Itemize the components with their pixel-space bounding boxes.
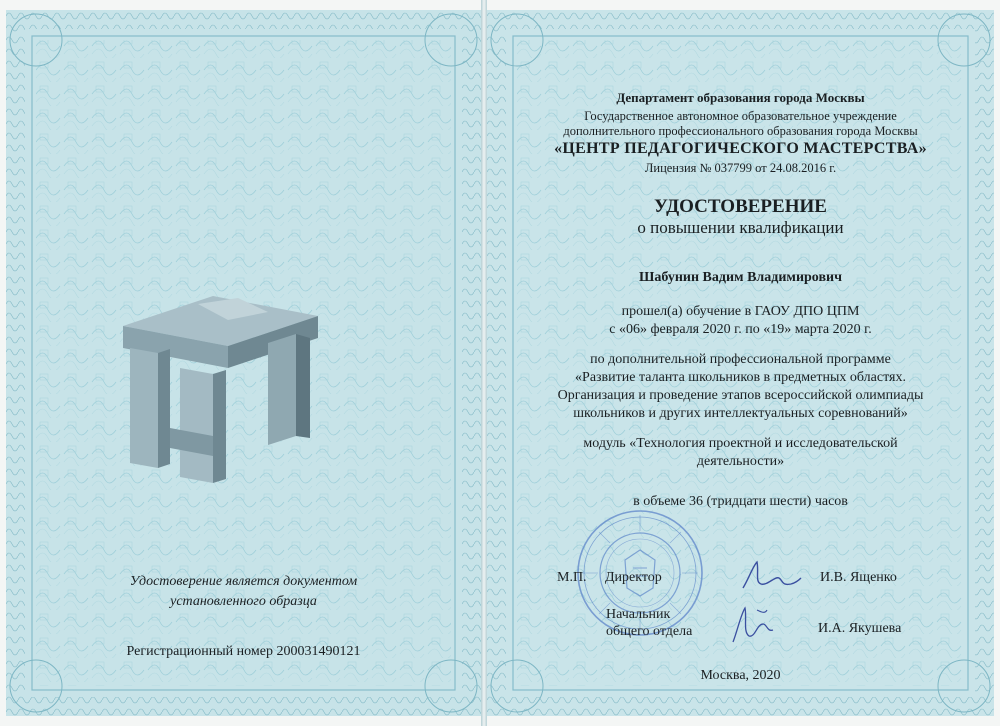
note-line-2: установленного образца [170,594,317,609]
head-signature [727,602,787,648]
director-name: И.В. Ященко [820,570,897,585]
program-line-4: школьников и других интеллектуальных соревнований» [573,406,908,421]
program-line-3: Организация и проведение этапов всероссийской олимпиады [557,388,924,403]
note-line-1: Удостоверение является документом [129,574,358,589]
module-line-2: деятельности» [696,454,785,469]
training-line-1: прошел(а) обучение в ГАОУ ДПО ЦПМ [621,304,860,319]
cpm-logo [118,278,333,493]
license: Лицензия № 037799 от 24.08.2016 г. [644,161,837,175]
document-title: УДОСТОВЕРЕНИЕ [654,196,827,217]
module-line-1: модуль «Технология проектной и исследовательской [583,436,898,451]
director-title: Директор [605,570,662,585]
program-line-1: по дополнительной профессиональной программе [590,352,891,367]
head-name: И.А. Якушева [818,621,902,636]
institution-line-2: дополнительного профессионального образования города Москвы [563,124,918,138]
seal-mark: М.П. [557,570,587,585]
volume-hours: в объеме 36 (тридцати шести) часов [633,494,848,509]
department: Департамент образования города Москвы [616,90,865,105]
left-page [6,10,481,716]
head-title-line-1: Начальник [606,607,671,622]
institution-line-1: Государственное автономное образовательное учреждение [584,109,897,123]
program-line-2: «Развитие таланта школьников в предметных областях. [575,370,906,385]
registration-number: Регистрационный номер 200031490121 [126,644,361,659]
head-title-line-2: общего отдела [606,624,693,639]
person-name: Шабунин Вадим Владимирович [639,270,842,285]
document-subtitle: о повышении квалификации [637,218,844,237]
institution-name: «ЦЕНТР ПЕДАГОГИЧЕСКОГО МАСТЕРСТВА» [554,140,927,157]
director-signature [735,558,805,594]
place-year: Москва, 2020 [700,668,781,683]
training-line-2: с «06» февраля 2020 г. по «19» марта 2020 г. [609,322,872,337]
right-page [487,10,994,716]
